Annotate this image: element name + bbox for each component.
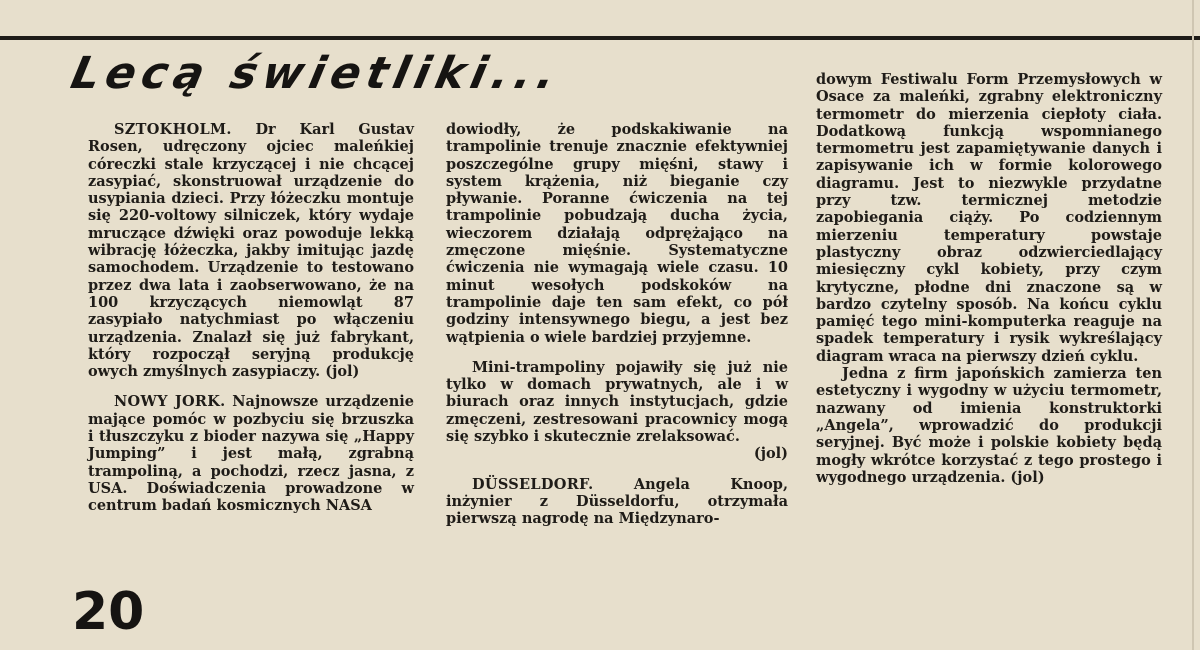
page-number: 20 (72, 582, 145, 642)
page-edge-line (1192, 0, 1194, 650)
column-3 (816, 71, 1162, 486)
article-nowy-jork-continued: dowiodły, że podskakiwanie na trampolinie trenuje znacznie efektywniej poszczególne grupy mięśni, stawy i system krążenia, niż bieganie czy pływanie. Poranne ćwiczenia na tej trampolinie pobudzają ducha życia, wieczorem działają odprężająco na zmęczone mięśnie. Systematyczne ćwiczenia nie wymagają wiele czasu. 10 minut wesołych podskoków na trampolinie daje ten sam efekt, co pół godziny intensywnego biegu, a jest bez wątpienia o wiele bardziej przyjemne. (446, 121, 788, 346)
byline-jol: (jol) (753, 445, 788, 463)
article-sztokholm (88, 121, 414, 380)
article-dusseldorf-continued: dowym Festiwalu Form Przemysłowych w Osace za maleńki, zgrabny elektroniczny termometr do mierzenia ciepłoty ciała. Dodatkową funkcją wspomnianego termometru jest zapamiętywanie danych i zapisywanie ich w formie kolorowego diagramu. Jest to niezwykle przydatne przy tzw. termicznej metodzie zapobiegania ciąży. Po codziennym mierzeniu temperatury powstaje plastyczny obraz odzwierciedlający miesięczny cykl kobiety, przy czym krytyczne, płodne dni znaczone są w bardzo czytelny sposób. Na końcu cyklu pamięć tego mini-komputerka reaguje na spadek temperatury i rysik wykreślający diagram wraca na pierwszy dzień cyklu. (816, 71, 1162, 365)
dateline-sztokholm: SZTOKHOLM. (114, 121, 232, 138)
article-nowy-jork-text: Najnowsze urządzenie mające pomóc w pozbyciu się brzuszka i tłuszczyku z bioder nazywa się „Happy Jumping” i jest małą, zgrabną trampoliną, a pochodzi, rzecz jasna, z USA. Doświadczenia prowadzone w centrum badań kosmicznych NASA (88, 393, 415, 515)
article-mini-trampoliny: Mini-trampoliny pojawiły się już nie tylko w domach prywatnych, ale i w biurach oraz innych instytucjach, gdzie zmęczeni, zestresowani pracownicy mogą się szybko i skutecznie zrelaksować. (446, 358, 788, 446)
column-1 (88, 121, 414, 515)
dateline-nowy-jork: NOWY JORK. (114, 393, 226, 411)
article-sztokholm-text: Dr Karl Gustav Rosen, udręczony ojciec maleńkiej córeczki stale krzyczącej i nie chcącej zasypiać, skonstruował urządzenie do usypiania dzieci. Przy łóżeczku montuje się 220-voltowy silniczek, który wydaje mruczące dźwięki oraz powoduje lekką wibrację łóżeczka, jakby imitując jazdę samochodem. Urządzenie to testowano przez dwa lata i zaobserwowano, że na 100 krzyczących niemowląt 87 zasypiało natychmiast po włączeniu urządzenia. Znalazł się już fabrykant, który rozpoczął seryjną produkcję owych zmyślnych zasypiaczy. (jol) (88, 121, 414, 381)
article-japan-firm: Jedna z firm japońskich zamierza ten estetyczny i wygodny w użyciu termometr, nazwany od imienia konstruktorki „Angela”, wprowadzić do produkcji seryjnej. Być może i polskie kobiety będą mogły wkrótce korzystać z tego prostego i wygodnego urządzenia. (jol) (816, 365, 1162, 486)
article-nowy-jork (88, 393, 414, 514)
article-dusseldorf (446, 476, 788, 528)
headline: Lecą świetliki... (66, 48, 566, 99)
column-2 (446, 121, 788, 528)
dateline-dusseldorf: DÜSSELDORF. (472, 475, 594, 493)
article-dusseldorf-text: Angela Knoop, inżynier z Düsseldorfu, otrzymała pierwszą nagrodę na Międzynaro- (446, 475, 788, 528)
header-rule (0, 36, 1200, 40)
